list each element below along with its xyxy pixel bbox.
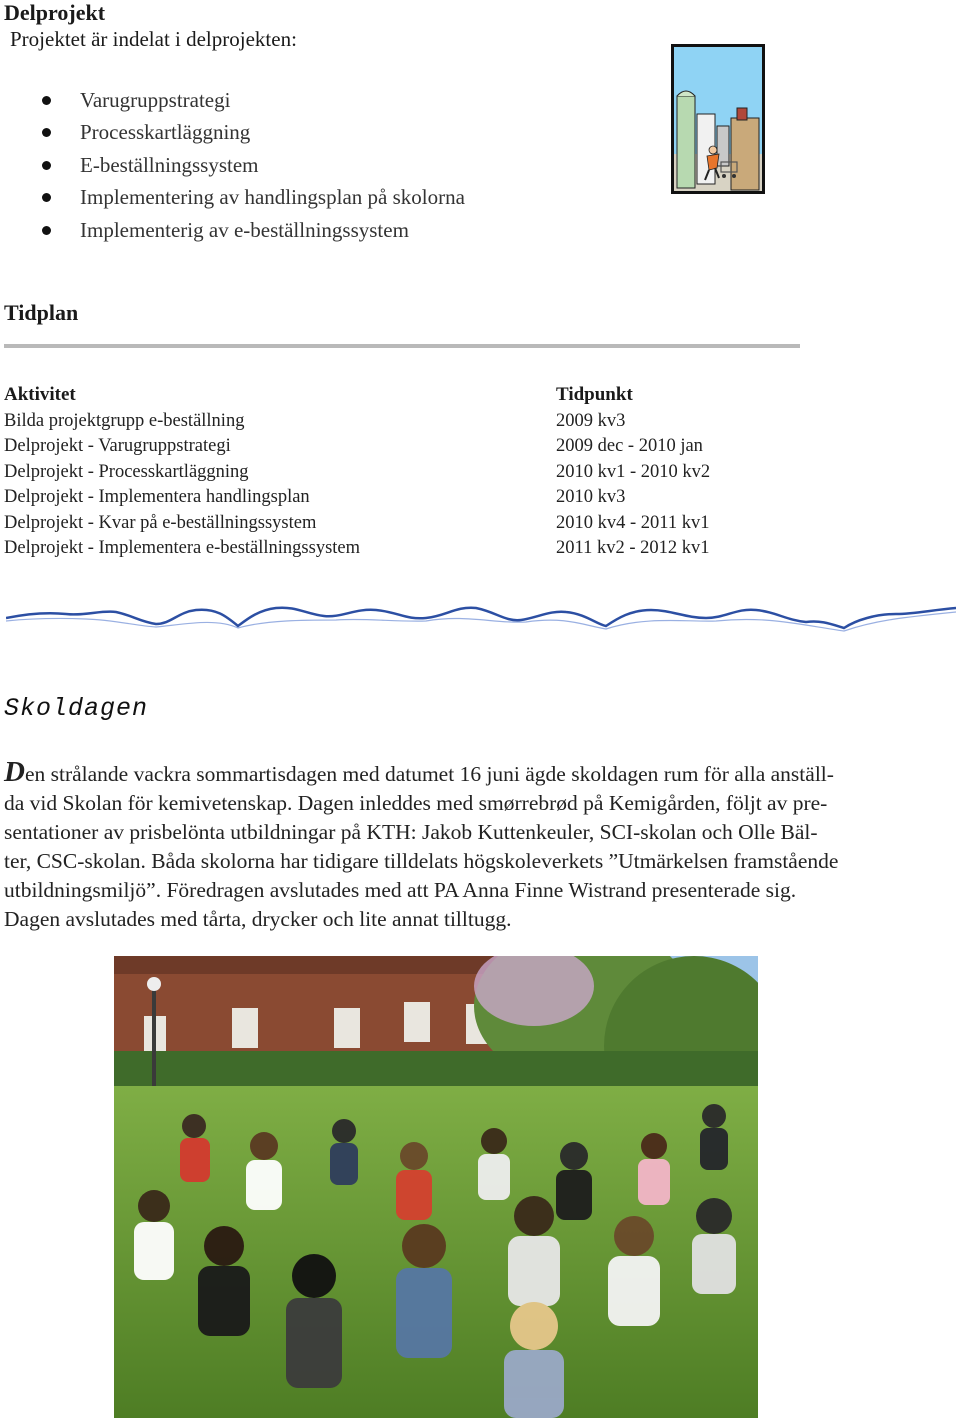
bullet-icon	[42, 128, 51, 137]
list-item-label: Implementering av handlingsplan på skolorna	[80, 185, 465, 210]
table-cell-activity: Delprojekt - Kvar på e-beställningssystem	[4, 513, 317, 533]
list-item	[40, 214, 465, 246]
drop-cap: D	[4, 756, 25, 788]
table-cell-activity: Delprojekt - Implementera e-beställningssystem	[4, 538, 361, 558]
column-header-time: Tidpunkt	[556, 384, 633, 405]
column-header-activity: Aktivitet	[4, 384, 76, 405]
list-item-label: Processkartläggning	[80, 120, 251, 145]
paragraph-line: da vid Skolan för kemivetenskap. Dagen inleddes med smørrebrød på Kemigården, följt av pre-	[4, 791, 828, 815]
paragraph-line: sentationer av prisbelönta utbildningar på KTH: Jakob Kuttenkeuler, SCI-skolan och Olle Bäl-	[4, 820, 818, 844]
table-cell-activity: Delprojekt - Varugruppstrategi	[4, 436, 231, 456]
bullet-icon	[42, 226, 51, 235]
table-cell-activity: Delprojekt - Processkartläggning	[4, 462, 249, 482]
section-heading-skoldagen: Skoldagen	[4, 694, 149, 723]
table-cell-time: 2011 kv2 - 2012 kv1	[556, 538, 710, 558]
list-item-label: Implementerig av e-beställningssystem	[80, 217, 409, 242]
paragraph-line: ter, CSC-skolan. Båda skolorna har tidigare tilldelats högskoleverkets ”Utmärkelsen framstående	[4, 849, 839, 873]
delprojekt-intro: Projektet är indelat i delprojekten:	[10, 27, 297, 51]
list-item	[40, 181, 465, 213]
table-cell-time: 2010 kv1 - 2010 kv2	[556, 462, 711, 482]
table-cell-activity: Bilda projektgrupp e-beställning	[4, 411, 245, 431]
table-cell-time: 2009 dec - 2010 jan	[556, 436, 703, 456]
horizontal-rule	[4, 344, 800, 348]
wavy-divider-icon	[6, 600, 956, 640]
table-cell-time: 2009 kv3	[556, 411, 626, 431]
paragraph-line: Dagen avslutades med tårta, drycker och lite annat tilltugg.	[4, 907, 512, 931]
city-shopper-clipart-icon	[671, 44, 765, 194]
bullet-icon	[42, 96, 51, 105]
list-item-label: Varugruppstrategi	[80, 88, 231, 112]
section-heading-tidplan: Tidplan	[4, 300, 79, 325]
table-cell-time: 2010 kv4 - 2011 kv1	[556, 513, 710, 533]
delprojekt-list	[40, 84, 465, 246]
paragraph-line-text: en strålande vackra sommartisdagen med datumet 16 juni ägde skoldagen rum för alla anställ-	[24, 762, 834, 786]
bullet-icon	[42, 161, 51, 170]
picnic-photo-icon	[114, 956, 758, 1418]
section-heading-delprojekt: Delprojekt	[4, 0, 106, 25]
paragraph-line: utbildningsmiljö”. Föredragen avslutades med att PA Anna Finne Wistrand presenterade sig.	[4, 878, 797, 902]
bullet-icon	[42, 193, 51, 202]
skoldagen-paragraph	[4, 758, 954, 934]
table-cell-activity: Delprojekt - Implementera handlingsplan	[4, 487, 310, 507]
list-item	[40, 84, 465, 116]
list-item	[40, 149, 465, 181]
paragraph-line	[4, 758, 954, 789]
list-item	[40, 116, 465, 148]
table-cell-time: 2010 kv3	[556, 487, 626, 507]
list-item-label: E-beställningssystem	[80, 152, 259, 177]
